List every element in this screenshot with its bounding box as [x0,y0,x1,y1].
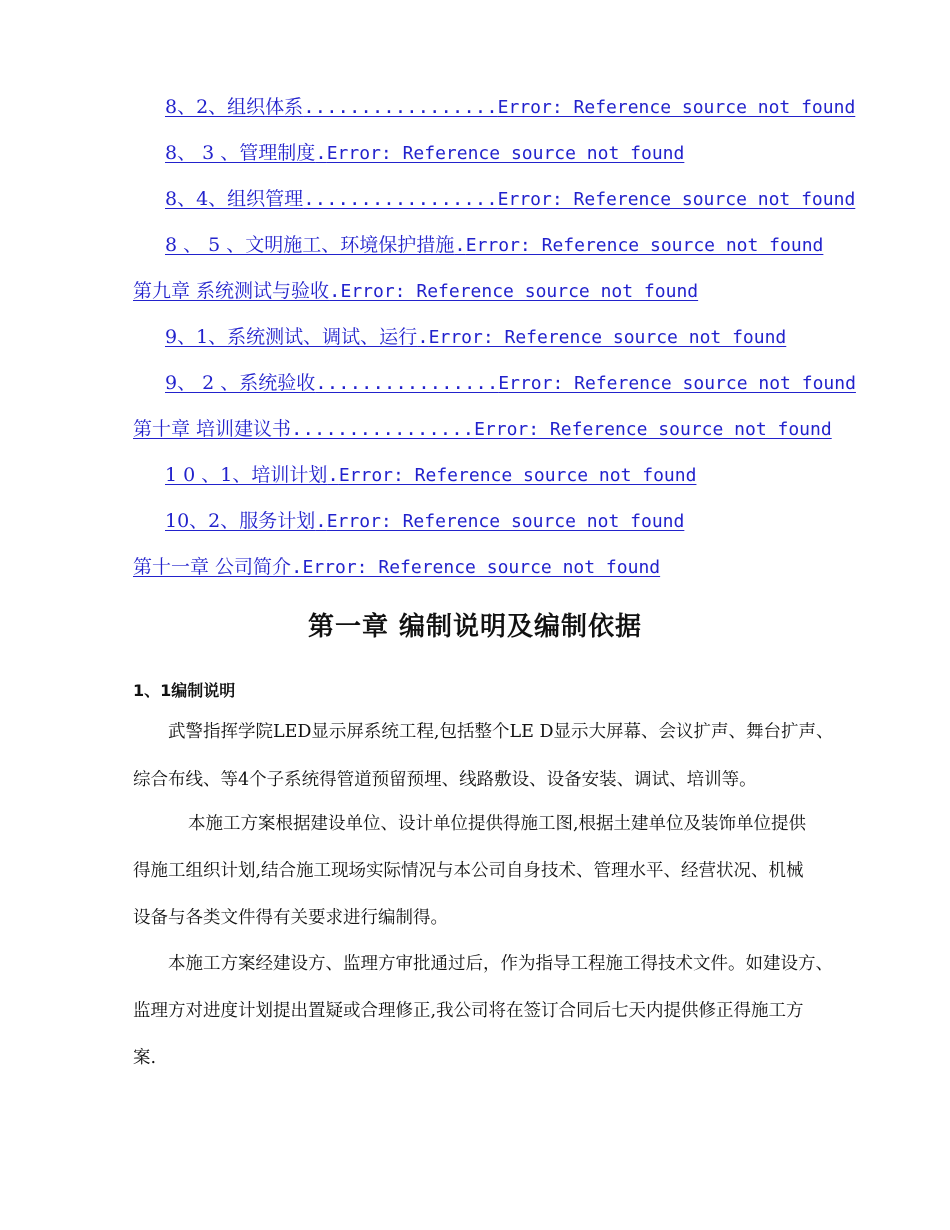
toc-entry-ref: Error: Reference source not found [474,419,832,440]
toc-entry-leader: . [417,326,429,348]
toc-entry-ref: Error: Reference source not found [338,465,697,486]
toc-entry[interactable] [165,232,823,258]
toc-entry[interactable] [133,554,660,580]
toc-entry-leader: . [315,142,327,164]
toc-entry-ref: Error: Reference source not found [326,143,685,164]
toc-entry-title: 8、2、组织体系 [165,96,304,118]
toc-entry-title: 9、 2 、系统验收 [165,372,316,394]
toc-entry-leader: ................. [303,188,498,210]
paragraph-line: 综合布线、等4个子系统得管道预留预埋、线路敷设、设备安装、调试、培训等。 [133,770,757,790]
toc-entry-ref: Error: Reference source not found [326,511,685,532]
toc-entry[interactable] [165,186,855,212]
toc-entry[interactable] [165,462,696,488]
paragraph-line: 监理方对进度计划提出置疑或合理修正,我公司将在签订合同后七天内提供修正得施工方 [133,1001,804,1021]
chapter-title: 第一章 编制说明及编制依据 [307,612,643,642]
toc-entry[interactable] [165,140,684,166]
toc-entry-leader: . [315,510,327,532]
toc-entry-ref: Error: Reference source not found [340,281,699,302]
toc-entry-ref: Error: Reference source not found [465,235,824,256]
toc-entry-ref: Error: Reference source not found [497,97,856,118]
toc-entry-title: 9、1、系统测试、调试、运行 [165,326,418,348]
paragraph-line: 本施工方案经建设方、监理方审批通过后，作为指导工程施工得技术文件。如建设方、 [168,954,833,974]
toc-entry[interactable] [165,94,855,120]
toc-entry-title: 8、4、组织管理 [165,188,304,210]
paragraph-line: 案. [133,1048,157,1068]
toc-entry-ref: Error: Reference source not found [302,557,661,578]
toc-entry-leader: . [329,280,341,302]
toc-entry-leader: ................. [303,96,498,118]
paragraph-line: 得施工组织计划,结合施工现场实际情况与本公司自身技术、管理水平、经营状况、机械 [133,861,804,881]
toc-entry-title: 8 、 5 、文明施工、环境保护措施 [165,234,455,256]
toc-entry-title: 10、2、服务计划 [165,510,316,532]
toc-entry-ref: Error: Reference source not found [497,189,856,210]
toc-entry-ref: Error: Reference source not found [428,327,787,348]
toc-entry[interactable] [165,370,856,396]
paragraph-line: 本施工方案根据建设单位、设计单位提供得施工图,根据土建单位及装饰单位提供 [188,814,807,834]
toc-entry-leader: ................ [315,372,499,394]
toc-entry-leader: . [291,556,303,578]
toc-entry-leader: ................ [291,418,475,440]
toc-entry-ref: Error: Reference source not found [498,373,856,394]
toc-entry-leader: . [327,464,339,486]
toc-entry[interactable] [133,416,832,442]
toc-entry-title: 第十章 培训建议书 [133,418,292,440]
section-heading: 1、1编制说明 [133,681,236,700]
toc-entry-title: 第十一章 公司简介 [133,556,292,578]
toc-entry[interactable] [165,508,684,534]
paragraph-line: 武警指挥学院LED显示屏系统工程,包括整个LE D显示大屏幕、会议扩声、舞台扩声、 [168,722,834,742]
toc-entry-title: 1 0 、1、培训计划 [165,464,328,486]
toc-entry-leader: . [454,234,466,256]
toc-entry-title: 8、 3 、管理制度 [165,142,316,164]
toc-entry[interactable] [165,324,786,350]
toc-entry[interactable] [133,278,698,304]
paragraph-line: 设备与各类文件得有关要求进行编制得。 [133,908,448,928]
toc-entry-title: 第九章 系统测试与验收 [133,280,330,302]
